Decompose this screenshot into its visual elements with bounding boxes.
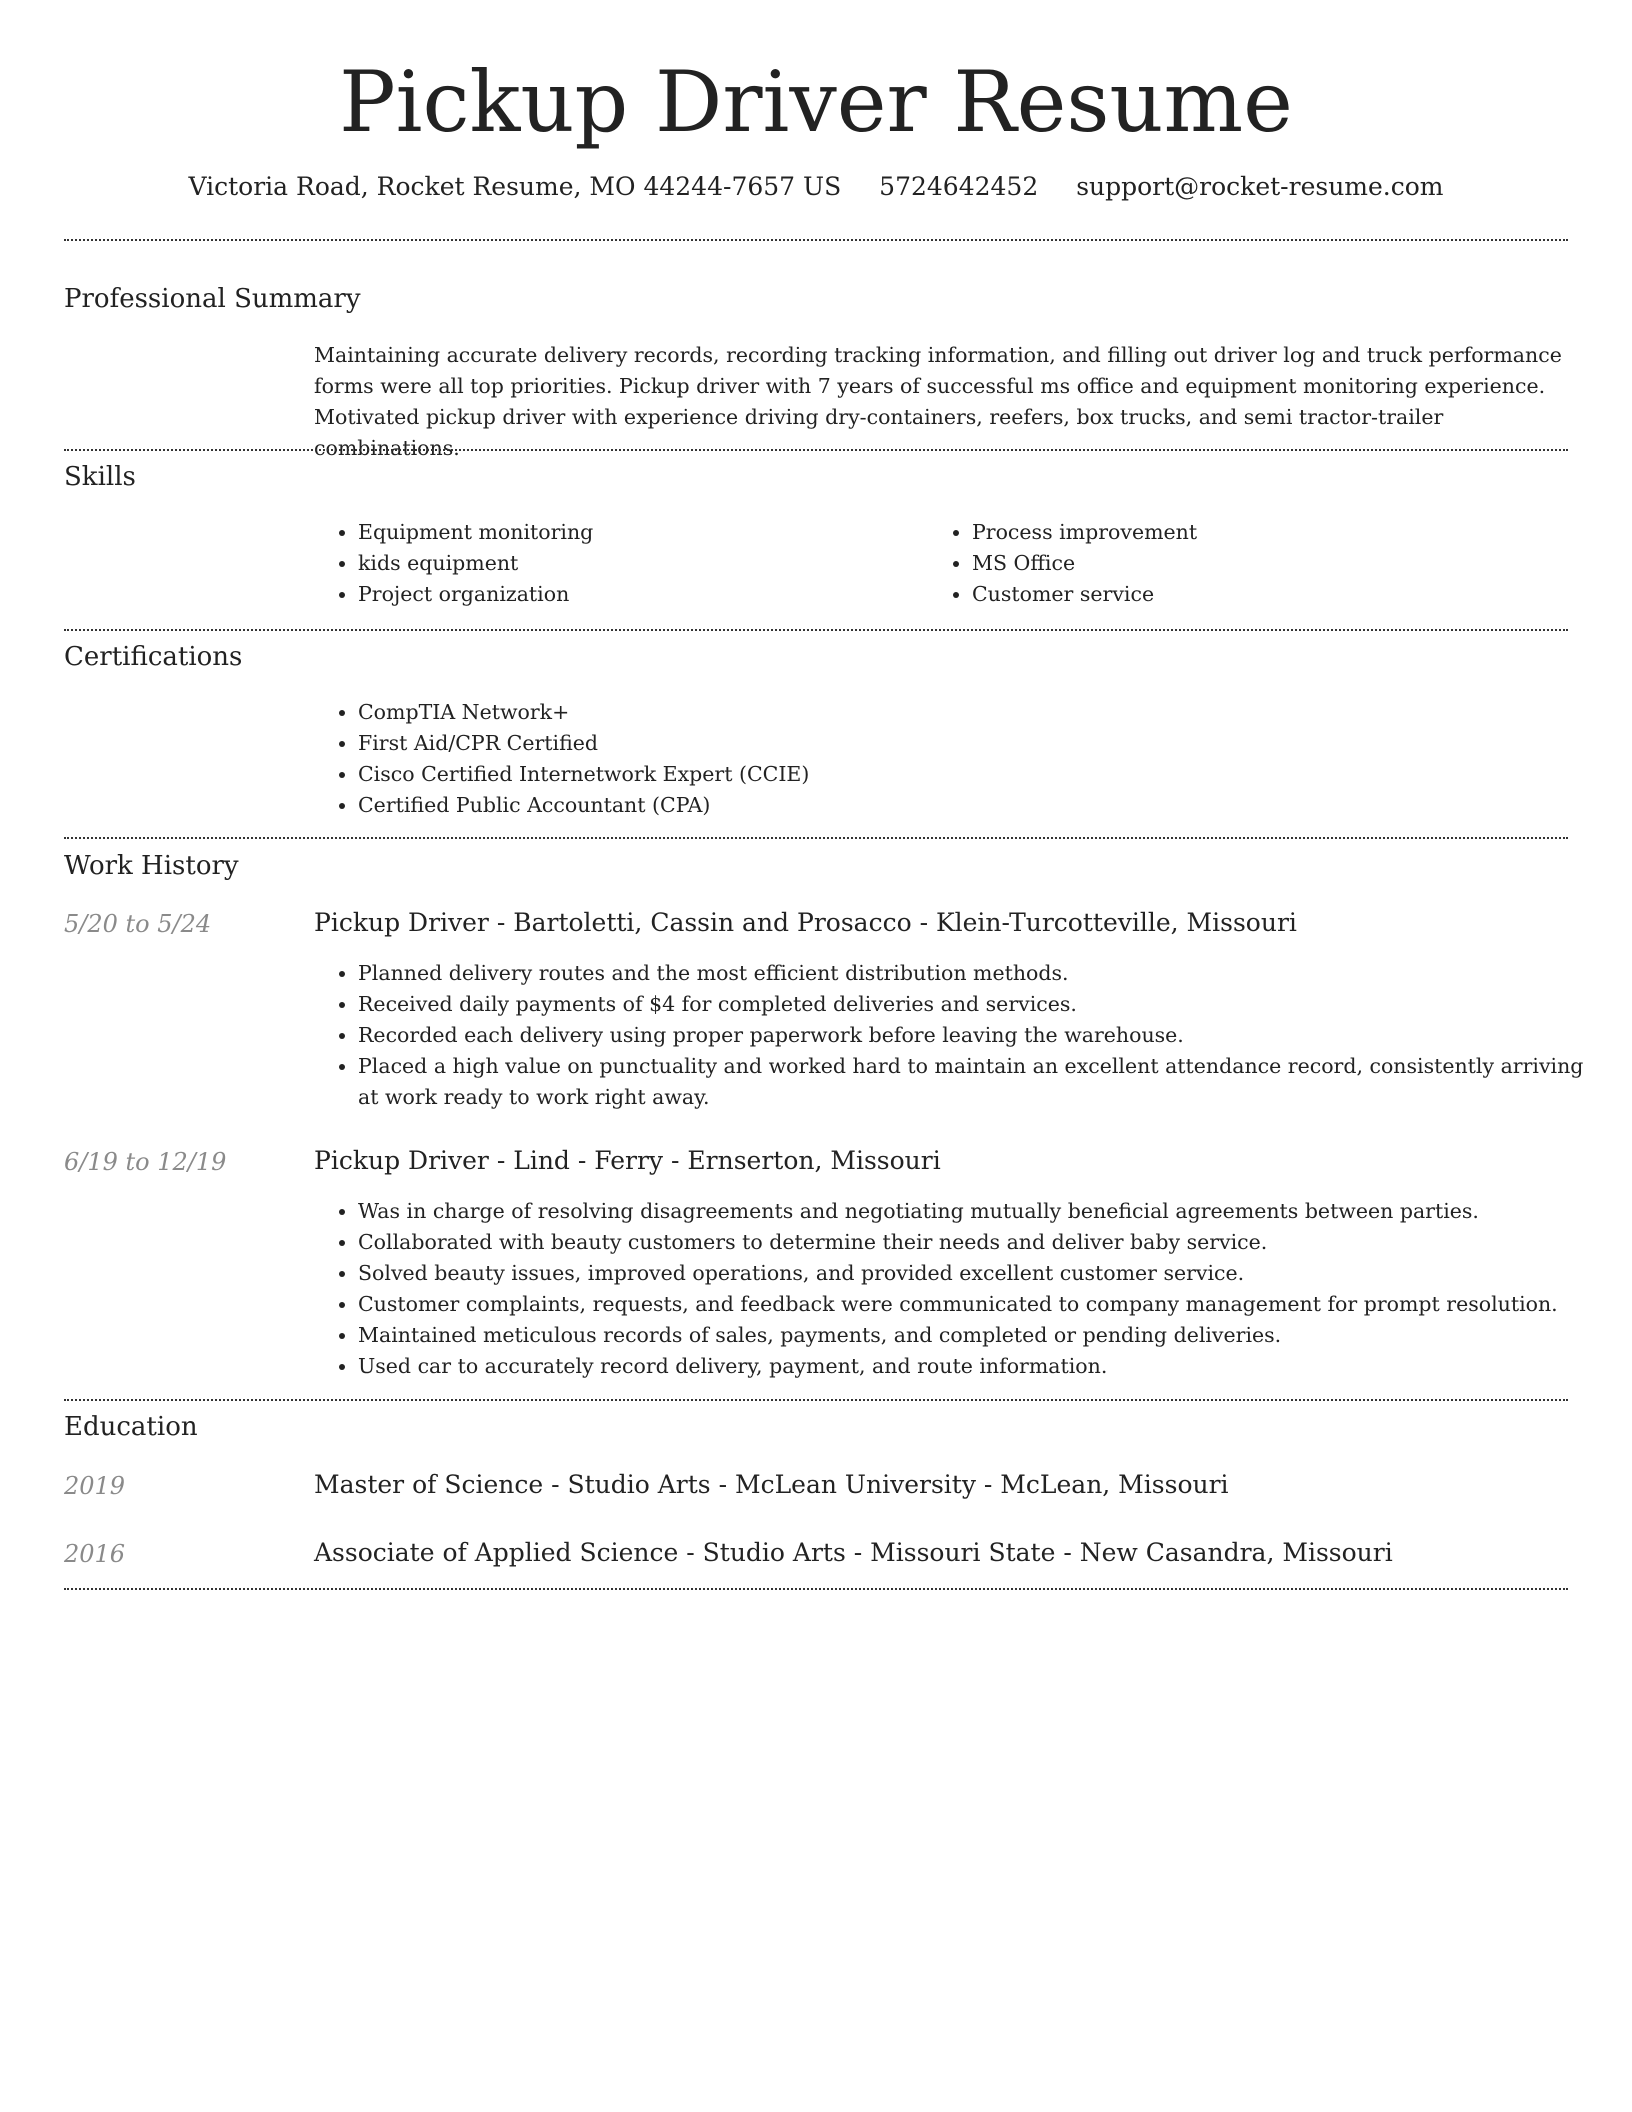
skill-item: • Process improvement bbox=[972, 517, 1572, 548]
certification-item: • Certified Public Accountant (CPA) bbox=[358, 790, 1558, 821]
divider bbox=[64, 1399, 1568, 1401]
divider bbox=[64, 239, 1568, 241]
job-bullet: • Customer complaints, requests, and feedback were communicated to company management for prompt resolution. bbox=[358, 1289, 1590, 1320]
job-bullets bbox=[314, 1196, 1590, 1382]
work-heading: Work History bbox=[64, 851, 239, 881]
job-bullet: • Solved beauty issues, improved operations, and provided excellent customer service. bbox=[358, 1258, 1590, 1289]
education-entry: Associate of Applied Science - Studio Arts - Missouri State - New Casandra, Missouri bbox=[314, 1538, 1393, 1567]
skill-item: • Equipment monitoring bbox=[358, 517, 918, 548]
contact-address: Victoria Road, Rocket Resume, MO 44244-7657 US bbox=[188, 172, 842, 201]
job-bullets bbox=[314, 958, 1590, 1113]
skill-item: • Project organization bbox=[358, 579, 918, 610]
job-bullet: • Planned delivery routes and the most efficient distribution methods. bbox=[358, 958, 1590, 989]
certification-item: • First Aid/CPR Certified bbox=[358, 728, 1558, 759]
skills-list-left bbox=[314, 517, 918, 610]
contact-email: support@rocket-resume.com bbox=[1076, 172, 1444, 201]
skill-item: • MS Office bbox=[972, 548, 1572, 579]
job-bullet: • Recorded each delivery using proper paperwork before leaving the warehouse. bbox=[358, 1020, 1590, 1051]
education-year: 2019 bbox=[64, 1472, 126, 1500]
job-bullet: • Collaborated with beauty customers to determine their needs and deliver baby service. bbox=[358, 1227, 1590, 1258]
job-title: Pickup Driver - Lind - Ferry - Ernserton, Missouri bbox=[314, 1146, 941, 1175]
summary-text: Maintaining accurate delivery records, recording tracking information, and filling out driver log and truck performance forms were all top priorities. Pickup driver with 7 years of successful ms office and equipment monitoring experience. Motivated pickup driver with experience driving dry-containers, reefers, box trucks, and semi tractor-trailer combinations. bbox=[314, 343, 1562, 460]
skills-heading: Skills bbox=[64, 462, 136, 492]
job-bullet: • Maintained meticulous records of sales, payments, and completed or pending deliveries. bbox=[358, 1320, 1590, 1351]
job-bullet: • Used car to accurately record delivery, payment, and route information. bbox=[358, 1351, 1590, 1382]
certification-item: • CompTIA Network+ bbox=[358, 697, 1558, 728]
divider bbox=[64, 837, 1568, 839]
job-bullet: • Placed a high value on punctuality and worked hard to maintain an excellent attendance record, consistently arriving at work ready to work right away. bbox=[358, 1051, 1590, 1113]
education-heading: Education bbox=[64, 1412, 198, 1442]
certification-item: • Cisco Certified Internetwork Expert (CCIE) bbox=[358, 759, 1558, 790]
certifications-heading: Certifications bbox=[64, 642, 243, 672]
job-dates: 5/20 to 5/24 bbox=[64, 910, 212, 938]
job-bullet: • Was in charge of resolving disagreements and negotiating mutually beneficial agreements between parties. bbox=[358, 1196, 1590, 1227]
job-bullet: • Received daily payments of $4 for completed deliveries and services. bbox=[358, 989, 1590, 1020]
resume-title: Pickup Driver Resume bbox=[339, 53, 1293, 151]
job-title: Pickup Driver - Bartoletti, Cassin and Prosacco - Klein-Turcotteville, Missouri bbox=[314, 908, 1297, 937]
skill-item: • kids equipment bbox=[358, 548, 918, 579]
divider bbox=[64, 1588, 1568, 1590]
certifications-list bbox=[314, 697, 1558, 821]
divider bbox=[64, 629, 1568, 631]
education-entry: Master of Science - Studio Arts - McLean University - McLean, Missouri bbox=[314, 1470, 1229, 1499]
contact-line bbox=[0, 170, 1632, 204]
education-year: 2016 bbox=[64, 1540, 126, 1568]
divider bbox=[64, 449, 1568, 451]
job-dates: 6/19 to 12/19 bbox=[64, 1148, 227, 1176]
contact-phone: 5724642452 bbox=[879, 172, 1039, 201]
skills-list-right bbox=[928, 517, 1572, 610]
skill-item: • Customer service bbox=[972, 579, 1572, 610]
summary-heading: Professional Summary bbox=[64, 284, 361, 314]
